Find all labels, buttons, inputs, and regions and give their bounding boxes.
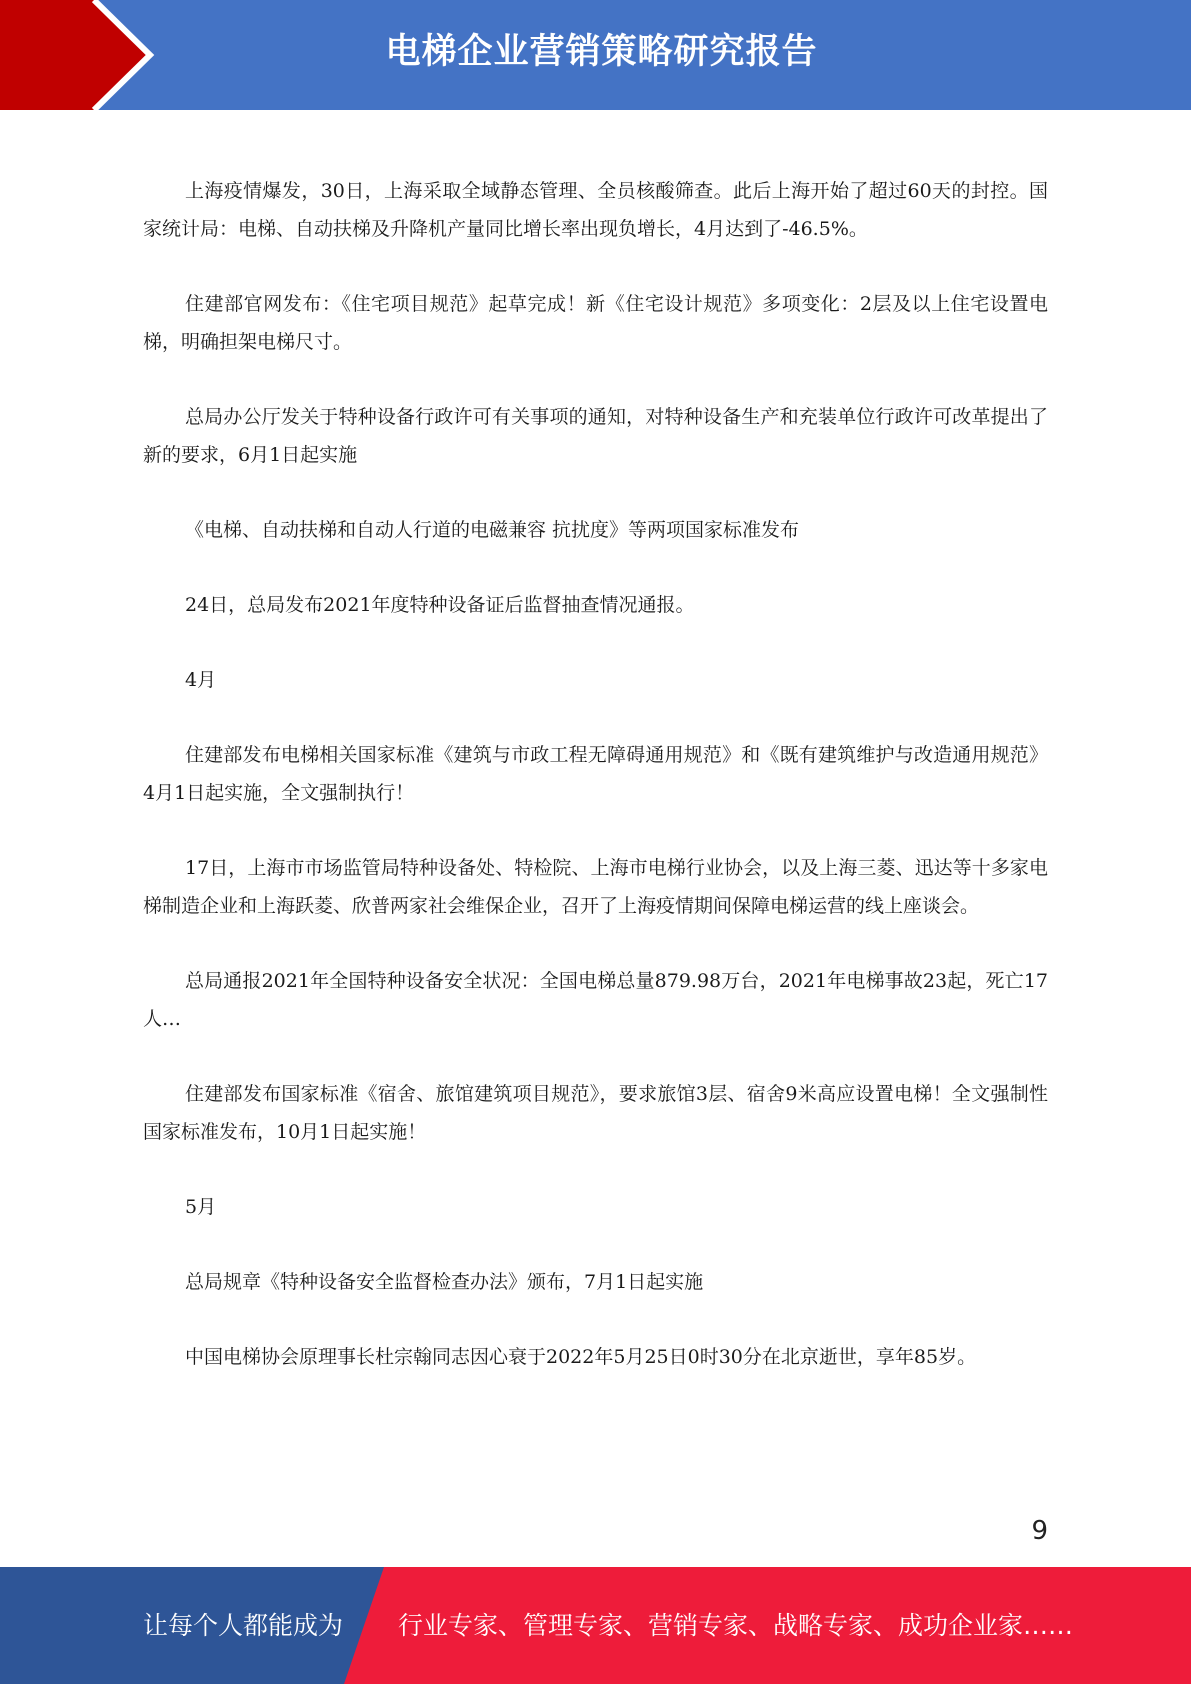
paragraph: 17日，上海市市场监管局特种设备处、特检院、上海市电梯行业协会，以及上海三菱、迅达等十多家电梯制造企业和上海跃菱、欣普两家社会维保企业，召开了上海疫情期间保障电梯运营的线上座谈会。 [143,857,1048,917]
paragraph: 上海疫情爆发，30日，上海采取全域静态管理、全员核酸筛查。此后上海开始了超过60天的封控。国家统计局：电梯、自动扶梯及升降机产量同比增长率出现负增长，4月达到了-46.5%。 [143,180,1048,240]
page-footer [0,1567,1191,1684]
paragraph: 总局规章《特种设备安全监督检查办法》颁布，7月1日起实施 [185,1271,704,1293]
month-heading: 5月 [185,1196,217,1218]
paragraph: 住建部发布电梯相关国家标准《建筑与市政工程无障碍通用规范》和《既有建筑维护与改造通用规范》4月1日起实施，全文强制执行！ [143,744,1048,804]
page-number: 9 [1031,1516,1048,1546]
month-heading: 4月 [185,669,217,691]
footer-slogan-left: 让每个人都能成为 [143,1611,344,1640]
paragraph: 总局通报2021年全国特种设备安全状况：全国电梯总量879.98万台，2021年电梯事故23起，死亡17人… [143,970,1048,1030]
footer-slogan-right: 行业专家、管理专家、营销专家、战略专家、成功企业家…… [398,1611,1074,1640]
paragraph: 24日，总局发布2021年度特种设备证后监督抽查情况通报。 [185,594,695,616]
report-body [143,172,1048,1413]
paragraph: 住建部官网发布：《住宅项目规范》起草完成！新《住宅设计规范》多项变化：2层及以上住宅设置电梯，明确担架电梯尺寸。 [143,293,1048,353]
page-header [0,0,1191,110]
paragraph: 《电梯、自动扶梯和自动人行道的电磁兼容 抗扰度》等两项国家标准发布 [185,519,800,541]
report-title: 电梯企业营销策略研究报告 [385,32,818,72]
paragraph: 住建部发布国家标准《宿舍、旅馆建筑项目规范》，要求旅馆3层、宿舍9米高应设置电梯！全文强制性国家标准发布，10月1日起实施！ [143,1083,1048,1143]
paragraph: 总局办公厅发关于特种设备行政许可有关事项的通知，对特种设备生产和充装单位行政许可改革提出了新的要求，6月1日起实施 [143,406,1048,466]
paragraph: 中国电梯协会原理事长杜宗翰同志因心衰于2022年5月25日0时30分在北京逝世，享年85岁。 [185,1346,977,1368]
